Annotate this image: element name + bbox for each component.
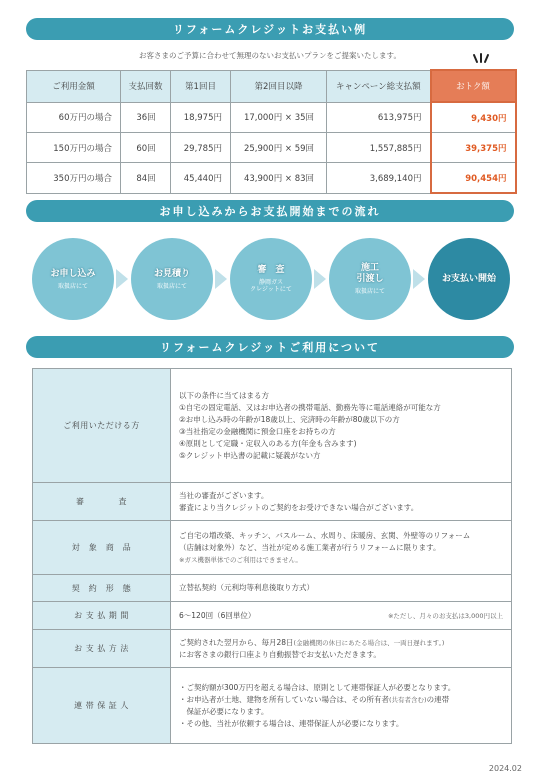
guarantor-item: ・その他、当社が依頼する場合は、連帯保証人が必要になります。 [179, 718, 404, 728]
intro-text: お客さまのご予算に合わせて無理のないお支払いプランをご提案いたします。 [139, 51, 401, 60]
list-item: ②お申し込み時の年齢が18歳以上、完済時の年齢が80歳以下の方 [179, 414, 400, 424]
method-line: ご契約された翌月から、毎月28日 [179, 637, 294, 647]
review-line: 審査により当クレジットのご契約をお受けできない場合がございます。 [179, 502, 419, 512]
target-note: ※ガス機器単体でのご利用はできません。 [179, 555, 302, 564]
terms-row-method [33, 630, 512, 668]
terms-row-target [33, 521, 512, 575]
section-title-terms: リフォームクレジットご利用について [26, 336, 514, 358]
terms-label: 連 帯 保 証 人 [33, 668, 171, 744]
flow-step-application [32, 238, 114, 320]
cell-subsequent-payments: 25,900円 × 59回 [231, 133, 327, 163]
terms-value [171, 369, 512, 483]
flow-step-title: お申し込み [50, 268, 96, 279]
table-row [27, 133, 516, 163]
header-installments: 支払回数 [121, 70, 171, 102]
terms-row-contract [33, 575, 512, 602]
method-note: (金融機関の休日にあたる場合は、一両日遅れます。) [293, 638, 445, 647]
eligibility-list [179, 402, 503, 462]
terms-value [171, 521, 512, 575]
guarantor-item: 保証が必要になります。 [179, 706, 269, 716]
terms-label: ご利用いただける方 [33, 369, 171, 483]
terms-label: 対 象 商 品 [33, 521, 171, 575]
flow-step-title: 施工 引渡し [356, 263, 384, 284]
cell-amount: 350万円の場合 [27, 163, 121, 194]
cell-installments: 60回 [121, 133, 171, 163]
list-item: ④原則として定職・定収入のある方(年金も含みます) [179, 438, 357, 448]
terms-value [171, 668, 512, 744]
arrow-right-icon [116, 269, 128, 289]
list-item: ③当社指定の金融機関に預金口座をお持ちの方 [179, 426, 336, 436]
header-amount: ご利用金額 [27, 70, 121, 102]
cell-installments: 36回 [121, 102, 171, 133]
terms-label: 契 約 形 態 [33, 575, 171, 602]
section-title-flow: お申し込みからお支払開始までの流れ [26, 200, 514, 222]
terms-row-period [33, 602, 512, 630]
flow-step-sub: 静岡ガス クレジットにて [250, 279, 292, 293]
flow-step-review [230, 238, 312, 320]
terms-label: お 支 払 方 法 [33, 630, 171, 668]
period-note: ※ただし、月々のお支払は3,000円以上 [387, 611, 503, 620]
terms-label: 審 査 [33, 483, 171, 521]
terms-value [171, 483, 512, 521]
payment-example-table [26, 69, 517, 194]
flow-step-sub: 取扱店にて [57, 282, 88, 290]
review-line: 当社の審査がございます。 [179, 490, 269, 500]
eligibility-intro: 以下の条件に当てはまる方 [179, 390, 269, 400]
arrow-right-icon [413, 269, 425, 289]
cell-savings: 39,375円 [431, 133, 516, 163]
arrow-right-icon [314, 269, 326, 289]
cell-savings: 90,454円 [431, 163, 516, 194]
cell-first-payment: 29,785円 [171, 133, 231, 163]
target-line: （店舗は対象外）など、当社が定める施工業者が行うリフォームに限ります。 [179, 542, 441, 552]
guarantor-note: (共有者含む) [389, 695, 427, 704]
flow-step-sub: 取扱店にて [156, 282, 187, 290]
table-row [27, 163, 516, 194]
cell-amount: 150万円の場合 [27, 133, 121, 163]
terms-value: 立替払契約（元利均等利息後取り方式） [171, 575, 512, 602]
method-line: にお客さまの銀行口座より自動振替でお支払いただきます。 [179, 649, 381, 659]
cell-amount: 60万円の場合 [27, 102, 121, 133]
cell-first-payment: 45,440円 [171, 163, 231, 194]
section-title-payment-examples: リフォームクレジットお支払い例 [26, 18, 514, 40]
flow-step-sub: 取扱店にて [354, 288, 385, 295]
cell-campaign-total: 613,975円 [327, 102, 431, 133]
flow-step-estimate [131, 238, 213, 320]
flow-step-title: お支払い開始 [441, 273, 496, 284]
header-campaign-total: キャンペーン総支払額 [327, 70, 431, 102]
cell-subsequent-payments: 17,000円 × 35回 [231, 102, 327, 133]
terms-row-guarantor [33, 668, 512, 744]
terms-value [171, 630, 512, 668]
header-subsequent-payments: 第2回目以降 [231, 70, 327, 102]
guarantor-item: ・ご契約額が300万円を超える場合は、原則として連帯保証人が必要となります。 [179, 682, 456, 692]
table-header-row [27, 70, 516, 102]
publication-date: 2024.02 [488, 764, 522, 773]
cell-first-payment: 18,975円 [171, 102, 231, 133]
header-first-payment: 第1回目 [171, 70, 231, 102]
guarantor-item: ・お申込者が土地、建物を所有していない場合は、その所有者 [179, 694, 389, 704]
application-flow [32, 238, 512, 320]
sparkle-icon [469, 53, 493, 65]
list-item: ⑤クレジット申込書の記載に疑義がない方 [179, 450, 321, 460]
cell-savings: 9,430円 [431, 102, 516, 133]
guarantor-item-tail: の連帯 [426, 694, 450, 704]
flow-step-payment-start [428, 238, 510, 320]
header-savings: おトク額 [431, 70, 516, 102]
terms-table [32, 368, 512, 744]
cell-subsequent-payments: 43,900円 × 83回 [231, 163, 327, 194]
cell-campaign-total: 1,557,885円 [327, 133, 431, 163]
terms-value [171, 602, 512, 630]
terms-row-review [33, 483, 512, 521]
flow-step-construction [329, 238, 411, 320]
terms-label: お 支 払 期 間 [33, 602, 171, 630]
target-line: ご自宅の増改築、キッチン、バスルーム、水周り、床暖房、玄関、外壁等のリフォーム [179, 530, 471, 540]
period-value: 6〜120回（6回単位） [179, 610, 256, 620]
table-row [27, 102, 516, 133]
terms-row-eligibility [33, 369, 512, 483]
flow-step-title: お見積り [153, 268, 190, 279]
arrow-right-icon [215, 269, 227, 289]
cell-installments: 84回 [121, 163, 171, 194]
cell-campaign-total: 3,689,140円 [327, 163, 431, 194]
flow-step-title: 審 査 [257, 265, 285, 275]
list-item: ①自宅の固定電話、又はお申込者の携帯電話、勤務先等に電話連絡が可能な方 [179, 402, 441, 412]
